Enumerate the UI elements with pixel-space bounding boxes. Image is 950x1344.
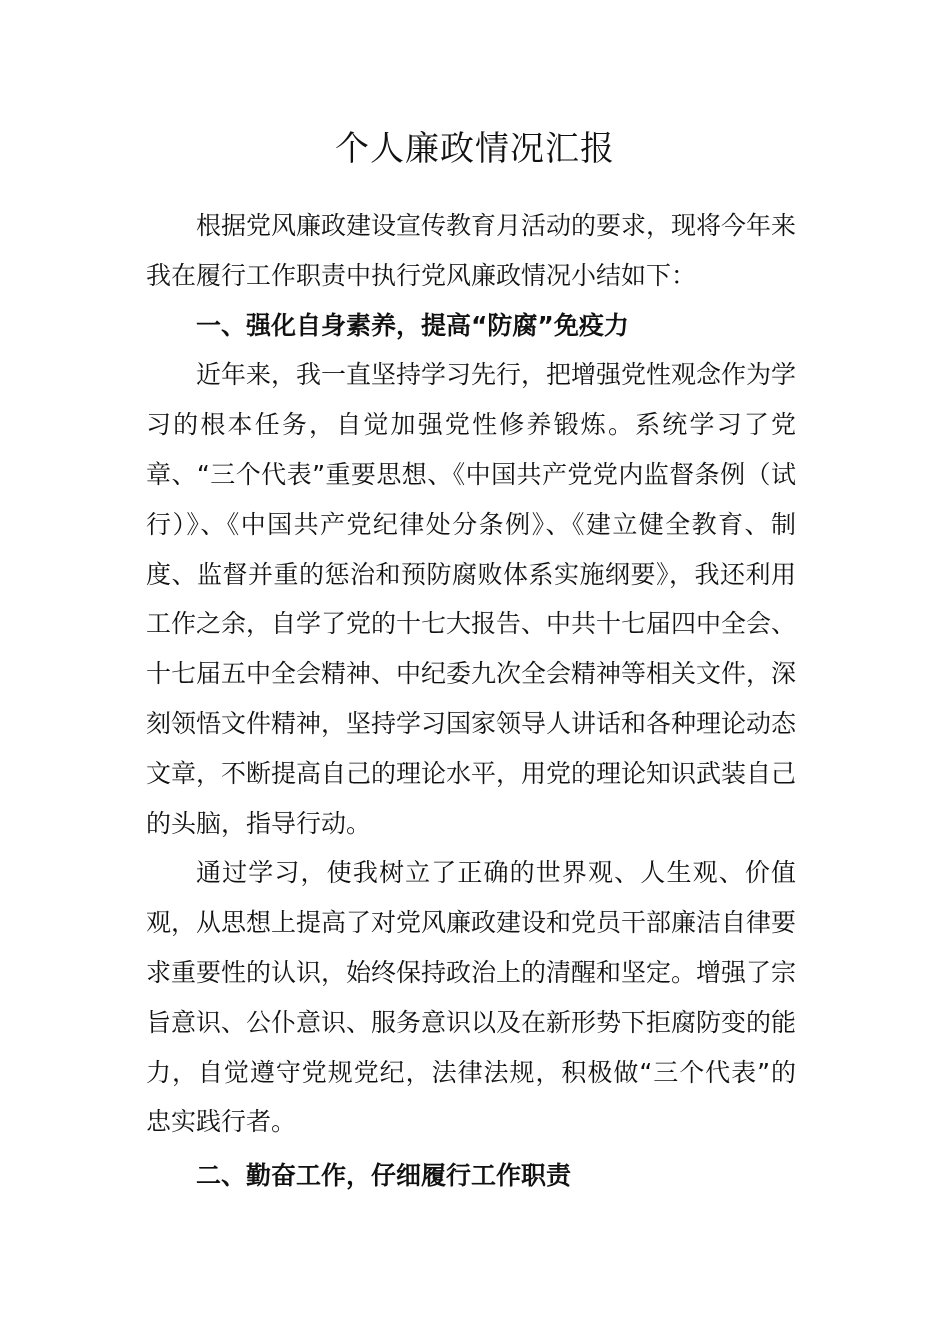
intro-paragraph: 根据党风廉政建设宣传教育月活动的要求，现将今年来我在履行工作职责中执行党风廉政情况小结如下： (146, 211, 797, 290)
document-title: 个人廉政情况汇报 (335, 129, 615, 169)
section-1-paragraph-1: 近年来，我一直坚持学习先行，把增强党性观念作为学习的根本任务，自觉加强党性修养锻炼。系统学习了党章、“三个代表”重要思想、《中国共产党党内监督条例（试行）》、《中国共产党纪律处分条例》、《建立健全教育、制度、监督并重的惩治和预防腐败体系实施纲要》，我还利用工作之余，自学了党的十七大报告、中共十七届四中全会、十七届五中全会精神、中纪委九次全会精神等相关文件，深刻领悟文件精神，坚持学习国家领导人讲话和各种理论动态文章，不断提高自己的理论水平，用党的理论知识武装自己的头脑，指导行动。 (146, 360, 797, 838)
section-heading-1: 一、强化自身素养，提高“防腐”免疫力 (196, 310, 629, 340)
section-1-paragraph-2: 通过学习，使我树立了正确的世界观、人生观、价值观，从思想上提高了对党风廉政建设和党员干部廉洁自律要求重要性的认识，始终保持政治上的清醒和坚定。增强了宗旨意识、公仆意识、服务意识以及在新形势下拒腐防变的能力，自觉遵守党规党纪，法律法规，积极做“三个代表”的忠实践行者。 (146, 858, 797, 1137)
document-body (146, 201, 796, 1201)
section-heading-2: 二、勤奋工作，仔细履行工作职责 (196, 1161, 572, 1191)
